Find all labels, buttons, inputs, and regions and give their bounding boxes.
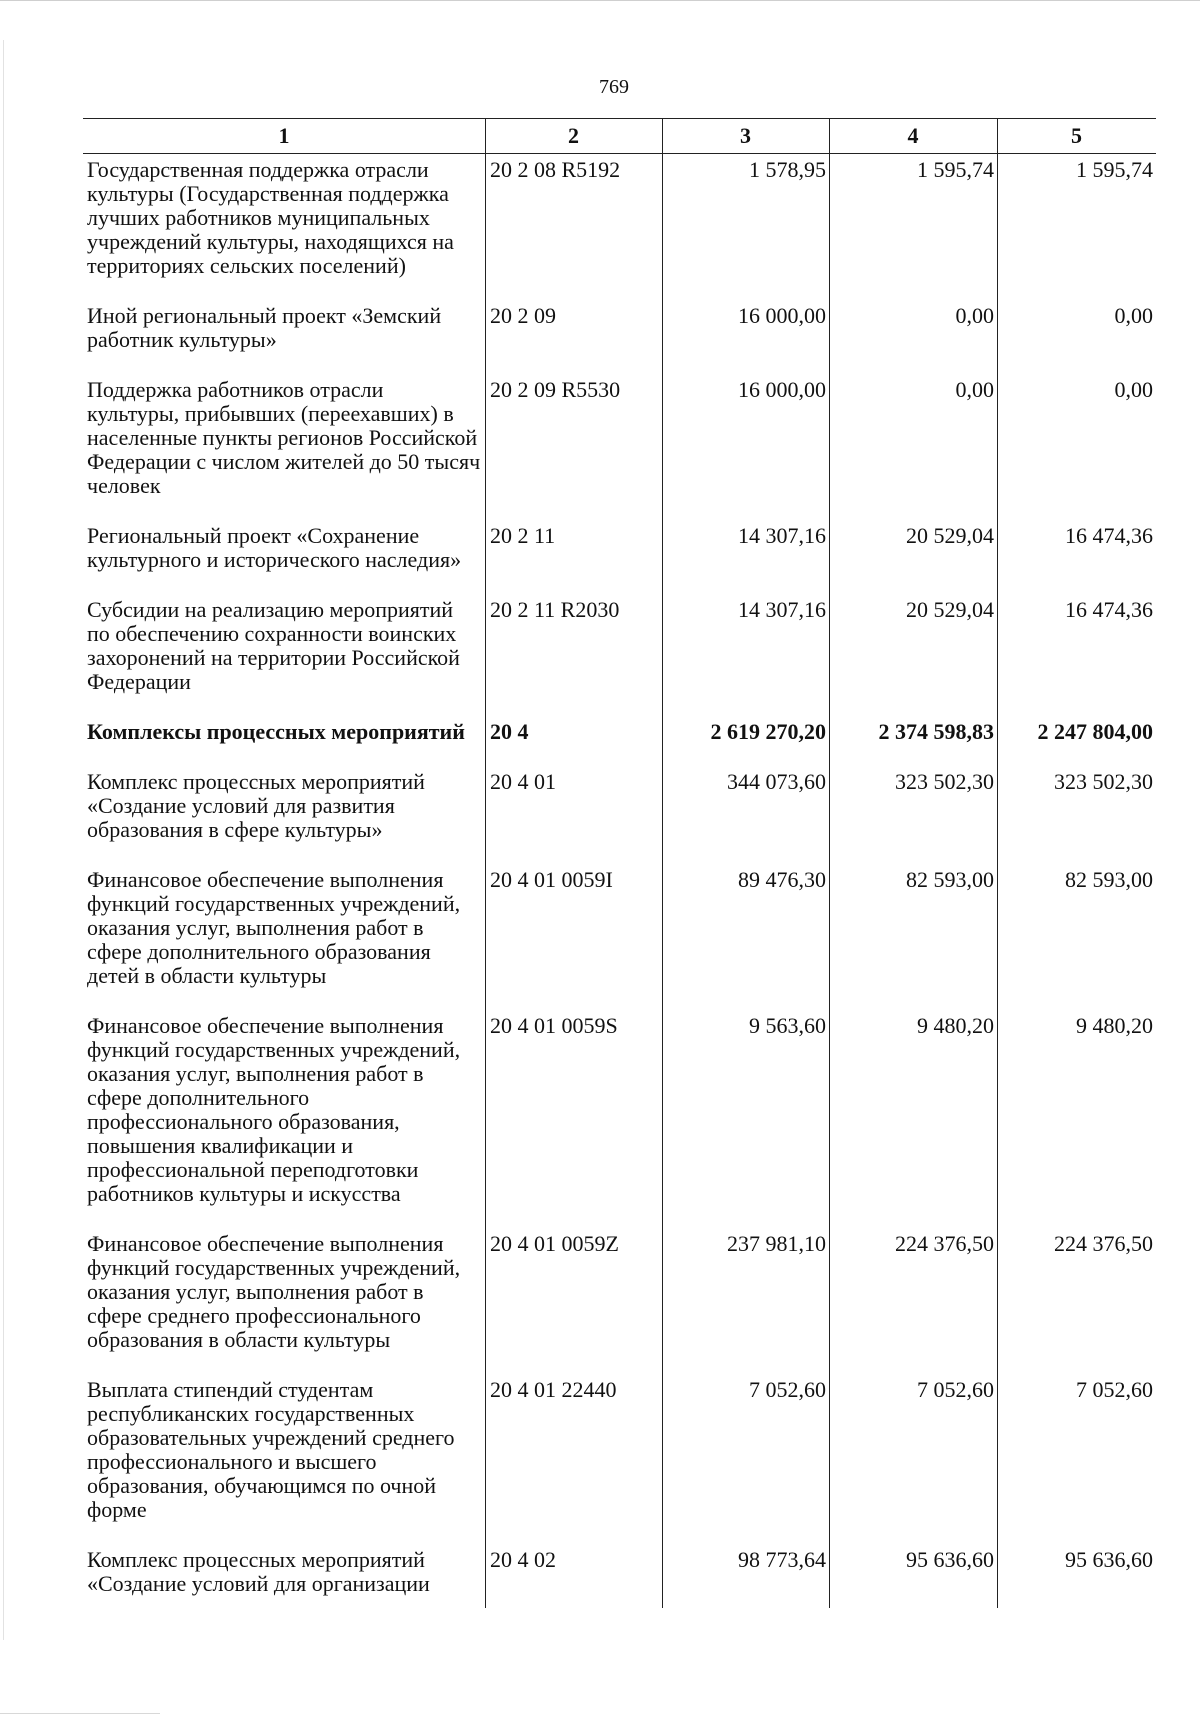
table-row: [83, 1010, 1156, 1228]
row-value-col3: 16 000,00: [738, 377, 826, 402]
page-number: 769: [599, 76, 629, 98]
row-value-col5: 16 474,36: [1065, 597, 1153, 622]
row-value-col4: 1 595,74: [917, 157, 994, 182]
row-value-col3: 237 981,10: [727, 1231, 826, 1256]
table-row: [83, 1374, 1156, 1544]
table-row: [83, 1228, 1156, 1374]
row-value-col5: 2 247 804,00: [1037, 719, 1153, 744]
budget-table-container: [83, 118, 1156, 1608]
header-col-4: 4: [829, 119, 997, 154]
row-code-cell: 20 4: [490, 719, 529, 744]
row-value-col5: 224 376,50: [1054, 1231, 1153, 1256]
row-code-cell: 20 4 01 0059S: [490, 1013, 618, 1038]
row-value-col4: 82 593,00: [906, 867, 994, 892]
row-value-col5: 0,00: [1114, 377, 1153, 402]
row-code-cell: 20 2 11 R2030: [490, 597, 620, 622]
row-value-col3: 14 307,16: [738, 523, 826, 548]
row-value-col3: 98 773,64: [738, 1547, 826, 1572]
column-divider: [997, 118, 998, 1608]
table-row: [83, 300, 1156, 374]
row-value-col4: 0,00: [955, 377, 994, 402]
row-value-col3: 7 052,60: [749, 1377, 826, 1402]
scan-edge-bottom: [0, 1713, 160, 1714]
row-value-col3: 1 578,95: [749, 157, 826, 182]
table-row: [83, 716, 1156, 766]
row-value-col5: 0,00: [1114, 303, 1153, 328]
row-value-col4: 323 502,30: [895, 769, 994, 794]
row-name-cell: Комплекс процессных мероприятий «Создание условий для организации: [87, 1547, 430, 1596]
row-name-cell: Комплексы процессных мероприятий: [87, 719, 465, 744]
header-col-2: 2: [485, 119, 662, 154]
row-value-col5: 1 595,74: [1076, 157, 1153, 182]
row-value-col4: 95 636,60: [906, 1547, 994, 1572]
row-value-col5: 95 636,60: [1065, 1547, 1153, 1572]
row-name-cell: Финансовое обеспечение выполнения функций государственных учреждений, оказания услуг, выполнения работ в сфере дополнительного профессионального образования, повышения квалификации и профессиональной переподготовки работников культуры и искусства: [87, 1013, 461, 1206]
row-value-col3: 14 307,16: [738, 597, 826, 622]
row-name-cell: Государственная поддержка отрасли культуры (Государственная поддержка лучших работников муниципальных учреждений культуры, находящихся на территориях сельских поселений): [87, 157, 454, 278]
table-row: [83, 520, 1156, 594]
row-value-col4: 0,00: [955, 303, 994, 328]
row-name-cell: Иной региональный проект «Земский работник культуры»: [87, 303, 442, 352]
column-divider: [485, 118, 486, 1608]
row-code-cell: 20 4 01 0059I: [490, 867, 613, 892]
row-value-col4: 2 374 598,83: [878, 719, 994, 744]
table-header-row: [83, 119, 1156, 154]
row-name-cell: Региональный проект «Сохранение культурного и исторического наследия»: [87, 523, 462, 572]
row-value-col3: 2 619 270,20: [710, 719, 826, 744]
row-value-col5: 7 052,60: [1076, 1377, 1153, 1402]
row-name-cell: Финансовое обеспечение выполнения функций государственных учреждений, оказания услуг, выполнения работ в сфере среднего профессионального образования в области культуры: [87, 1231, 461, 1352]
row-code-cell: 20 4 01 0059Z: [490, 1231, 619, 1256]
scan-edge-left: [3, 40, 4, 1640]
row-name-cell: Выплата стипендий студентам республиканских государственных образовательных учреждений среднего профессионального и высшего образования, обучающимся по очной форме: [87, 1377, 455, 1522]
row-name-cell: Поддержка работников отрасли культуры, прибывших (переехавших) в населенные пункты регионов Российской Федерации с числом жителей до 50 тысяч человек: [87, 377, 481, 498]
row-code-cell: 20 2 11: [490, 523, 556, 548]
row-value-col4: 20 529,04: [906, 597, 994, 622]
row-value-col3: 344 073,60: [727, 769, 826, 794]
header-col-1: 1: [83, 119, 485, 154]
scan-edge-top: [0, 0, 1200, 1]
row-code-cell: 20 2 09: [490, 303, 556, 328]
table-row: [83, 766, 1156, 864]
table-row: [83, 1544, 1156, 1618]
row-code-cell: 20 2 08 R5192: [490, 157, 621, 182]
row-value-col5: 82 593,00: [1065, 867, 1153, 892]
header-col-5: 5: [997, 119, 1156, 154]
row-value-col4: 9 480,20: [917, 1013, 994, 1038]
row-value-col4: 224 376,50: [895, 1231, 994, 1256]
row-code-cell: 20 4 01: [490, 769, 556, 794]
table-row: [83, 864, 1156, 1010]
row-value-col4: 20 529,04: [906, 523, 994, 548]
row-value-col5: 9 480,20: [1076, 1013, 1153, 1038]
header-col-3: 3: [662, 119, 829, 154]
table-body: [83, 154, 1156, 1619]
row-value-col5: 323 502,30: [1054, 769, 1153, 794]
row-value-col3: 89 476,30: [738, 867, 826, 892]
row-name-cell: Финансовое обеспечение выполнения функций государственных учреждений, оказания услуг, выполнения работ в сфере дополнительного образования детей в области культуры: [87, 867, 461, 988]
table-row: [83, 374, 1156, 520]
table-row: [83, 154, 1156, 301]
row-code-cell: 20 4 01 22440: [490, 1377, 617, 1402]
row-value-col3: 16 000,00: [738, 303, 826, 328]
row-name-cell: Субсидии на реализацию мероприятий по обеспечению сохранности воинских захоронений на территории Российской Федерации: [87, 597, 460, 694]
column-divider: [662, 118, 663, 1608]
row-code-cell: 20 4 02: [490, 1547, 556, 1572]
budget-table: [83, 118, 1156, 1618]
table-row: [83, 594, 1156, 716]
row-value-col3: 9 563,60: [749, 1013, 826, 1038]
column-divider: [829, 118, 830, 1608]
row-value-col4: 7 052,60: [917, 1377, 994, 1402]
row-code-cell: 20 2 09 R5530: [490, 377, 621, 402]
row-name-cell: Комплекс процессных мероприятий «Создание условий для развития образования в сфере культуры»: [87, 769, 425, 842]
row-value-col5: 16 474,36: [1065, 523, 1153, 548]
